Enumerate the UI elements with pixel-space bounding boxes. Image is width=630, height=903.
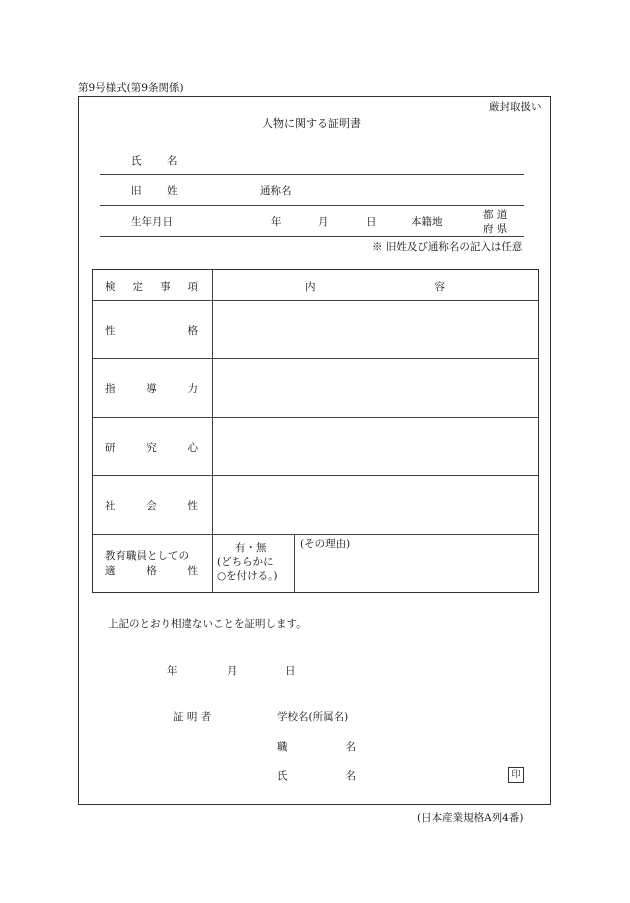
content-column-header (305, 279, 445, 294)
row-label-char: 性 (105, 325, 116, 337)
suitability-label-line2 (105, 563, 198, 578)
header-char: 容 (434, 281, 445, 293)
birthdate-label: 生年月日 (131, 216, 173, 228)
reason-label: (その理由) (300, 538, 351, 550)
birthdate-underline (100, 236, 524, 237)
row-label-char: 指 (105, 383, 116, 395)
form-number: 第9号様式(第9条関係) (78, 82, 184, 94)
certifier-label: 証 明 者 (173, 711, 212, 723)
prefecture-line1: 都 道 (483, 209, 508, 221)
confidential-label: 厳封取扱い (489, 101, 542, 113)
choice-instruction-line2: ○を付ける。) (217, 570, 278, 582)
row-label-char: 導 (146, 383, 157, 395)
former-name-underline (100, 205, 524, 206)
table-row-line (93, 475, 538, 476)
row-label-char: 究 (146, 442, 157, 454)
row-label-char: 力 (187, 383, 198, 395)
birth-year-label: 年 (271, 216, 282, 228)
choice-instruction-line1: (どちらかに (217, 556, 274, 568)
row-label-char: 性 (187, 500, 198, 512)
row-label-char: 格 (146, 565, 157, 577)
choice-column-divider (294, 535, 295, 592)
certifier-name-label (277, 768, 356, 783)
suitability-label-line1: 教育職員としての (105, 550, 189, 562)
header-char: 事 (160, 281, 171, 293)
former-name-label-1: 旧 (131, 185, 142, 197)
name-label-1: 氏 (131, 155, 142, 167)
row-label-char: 心 (187, 442, 198, 454)
prefecture-line2: 府 県 (483, 223, 508, 235)
row-label-research (105, 440, 198, 455)
row-label-char: 適 (105, 565, 116, 577)
school-name-label: 学校名(所属名) (277, 711, 349, 723)
name-underline (100, 174, 524, 175)
row-label-leadership (105, 381, 198, 396)
former-name-label-2: 姓 (167, 185, 178, 197)
label-char: 氏 (277, 770, 288, 782)
name-label-2: 名 (167, 155, 178, 167)
header-char: 検 (105, 281, 116, 293)
table-row-line (93, 534, 538, 535)
domicile-label: 本籍地 (411, 216, 443, 228)
label-char: 職 (277, 741, 288, 753)
choice-yes-no[interactable]: 有・無 (235, 542, 267, 554)
table-column-divider (212, 270, 213, 592)
label-char: 名 (345, 741, 356, 753)
position-label (277, 739, 356, 754)
birth-day-label: 日 (366, 216, 377, 228)
cert-year-label: 年 (167, 665, 178, 677)
certification-statement: 上記のとおり相違ないことを証明します。 (108, 618, 307, 630)
label-char: 名 (345, 770, 356, 782)
table-row-line (93, 358, 538, 359)
cert-month-label: 月 (227, 665, 238, 677)
seal-mark: 印 (508, 767, 524, 783)
row-label-char: 会 (146, 500, 157, 512)
table-row-line (93, 417, 538, 418)
document-title: 人物に関する証明書 (262, 117, 361, 130)
cert-day-label: 日 (285, 665, 296, 677)
row-label-char: 格 (187, 325, 198, 337)
row-label-char: 性 (187, 565, 198, 577)
row-label-character (105, 323, 198, 338)
row-label-char: 研 (105, 442, 116, 454)
paper-size-note: (日本産業規格A列4番) (417, 812, 524, 824)
row-label-char: 社 (105, 500, 116, 512)
birth-month-label: 月 (318, 216, 329, 228)
table-row-line (93, 300, 538, 301)
header-char: 項 (187, 281, 198, 293)
header-char: 定 (132, 281, 143, 293)
optional-note: ※ 旧姓及び通称名の記入は任意 (372, 241, 523, 253)
items-column-header (105, 279, 198, 294)
alias-label: 通称名 (260, 185, 292, 197)
header-char: 内 (305, 281, 316, 293)
row-label-sociability (105, 498, 198, 513)
